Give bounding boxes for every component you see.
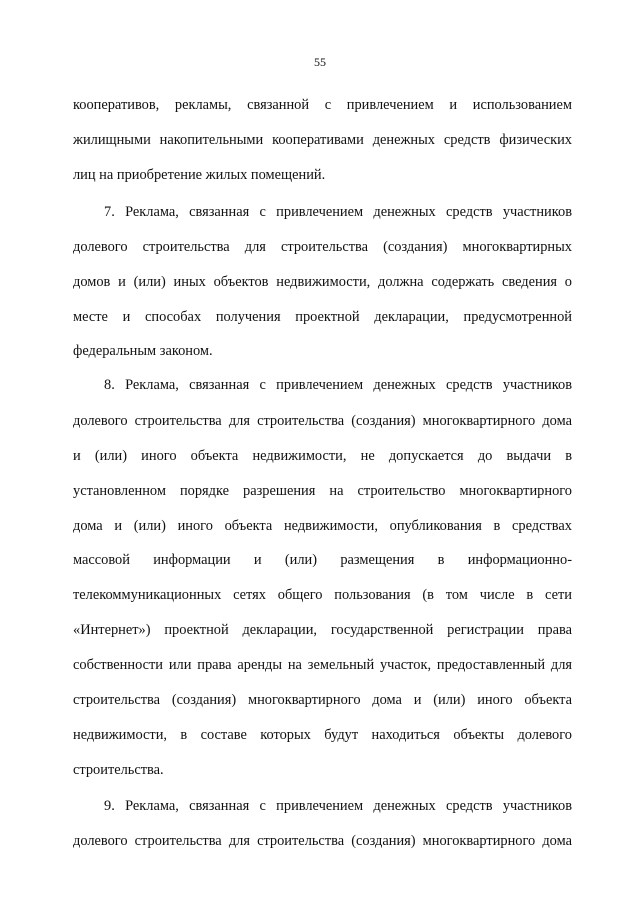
text-line: долевого строительства для строительства (создания) многоквартирного дома [73,833,572,849]
text-line: установленном порядке разрешения на строительство многоквартирного [73,483,572,499]
text-line: телекоммуникационных сетях общего пользования (в том числе в сети [73,587,572,603]
text-line: 7. Реклама, связанная с привлечением денежных средств участников [104,204,572,220]
text-line: долевого строительства для строительства (создания) многоквартирных [73,239,572,255]
text-line: собственности или права аренды на земельный участок, предоставленный для [73,657,572,673]
text-line: федеральным законом. [73,343,213,359]
text-line: строительства. [73,762,164,778]
text-line: массовой информации и (или) размещения в информационно- [73,552,572,568]
text-line: лиц на приобретение жилых помещений. [73,167,326,183]
text-line: месте и способах получения проектной декларации, предусмотренной [73,309,572,325]
text-line: кооперативов, рекламы, связанной с привлечением и использованием [73,97,572,113]
text-line: жилищными накопительными кооперативами денежных средств физических [73,132,572,148]
text-line: «Интернет») проектной декларации, государственной регистрации права [73,622,572,638]
text-line: долевого строительства для строительства (создания) многоквартирного дома [73,413,572,429]
page-number: 55 [314,55,326,69]
text-line: 8. Реклама, связанная с привлечением денежных средств участников [104,377,572,393]
text-line: домов и (или) иных объектов недвижимости, должна содержать сведения о [73,274,572,290]
text-line: и (или) иного объекта недвижимости, не допускается до выдачи в [73,448,572,464]
text-line: дома и (или) иного объекта недвижимости, опубликования в средствах [73,518,572,534]
text-line: недвижимости, в составе которых будут находиться объекты долевого [73,727,572,743]
text-line: строительства (создания) многоквартирного дома и (или) иного объекта [73,692,572,708]
text-line: 9. Реклама, связанная с привлечением денежных средств участников [104,798,572,814]
